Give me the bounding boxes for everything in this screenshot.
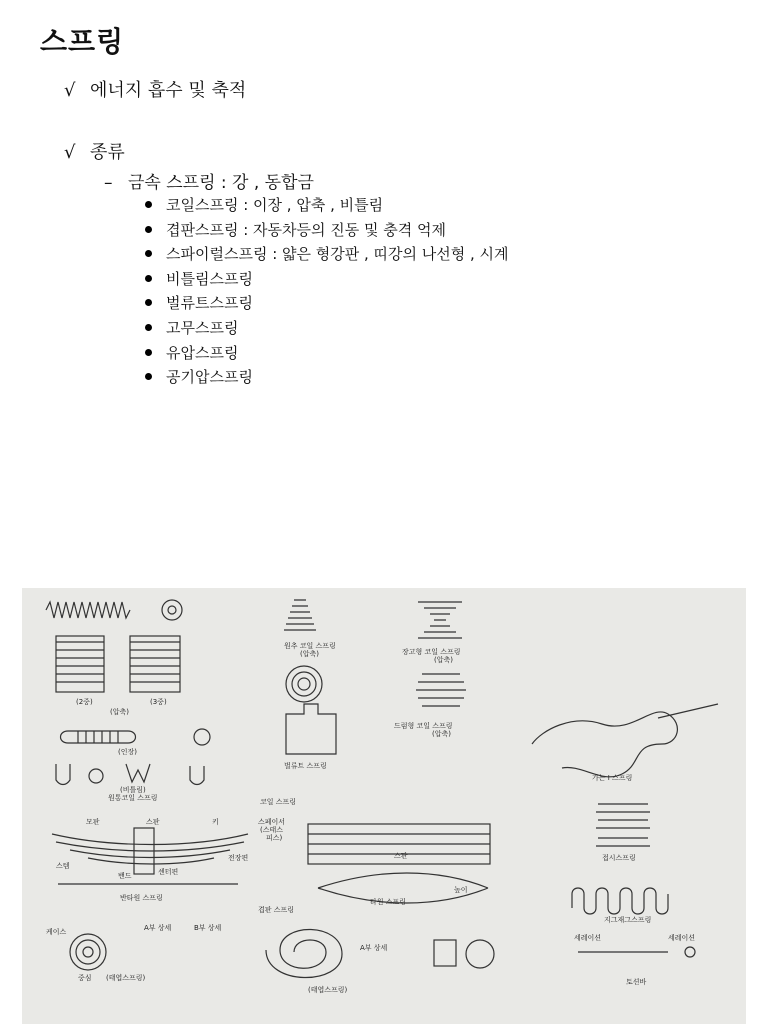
- list-item: 비틀림스프링: [132, 267, 509, 292]
- figure-label: 반타원 스프링: [120, 894, 163, 902]
- list-item: 스파이럴스프링 : 얇은 형강판 , 띠강의 나선형 , 시계: [132, 242, 509, 267]
- check-item-text: 에너지 흡수 및 축적: [90, 80, 247, 101]
- bullet-icon: [145, 250, 152, 257]
- figure-label: 벌류트 스프링: [284, 762, 327, 770]
- list-item: 유압스프링: [132, 341, 509, 366]
- figure-label: (3중): [150, 698, 167, 706]
- bullet-icon: [145, 226, 152, 233]
- page-title: 스프링: [40, 25, 125, 58]
- list-item: 코일스프링 : 이장 , 압축 , 비틀림: [132, 193, 509, 218]
- bullet-icon: [145, 324, 152, 331]
- bullet-icon: [145, 299, 152, 306]
- check-item-types: [64, 138, 125, 164]
- figure-label: 타원 스프링: [370, 898, 407, 906]
- figure-label: 스템: [56, 862, 70, 870]
- figure-label: 전장편: [228, 854, 249, 862]
- list-item: 공기압스프링: [132, 365, 509, 390]
- list-item: 벌류트스프링: [132, 291, 509, 316]
- sub-item-text: 금속 스프링 : 강 , 동합금: [128, 173, 314, 193]
- check-item-text: 종류: [90, 142, 125, 163]
- figure-label: 스판: [394, 852, 408, 860]
- figure-label: 케이스: [46, 928, 67, 936]
- figure-label: 장고형 코일 스프링: [402, 648, 461, 656]
- check-item-energy: [64, 76, 246, 102]
- spring-type-list: [132, 193, 509, 390]
- spring-illustrations: [22, 588, 746, 1024]
- compression-coil-icon: [46, 602, 130, 618]
- figure-label: 밴드: [118, 872, 132, 880]
- figure-label: (압축): [434, 656, 453, 664]
- bullet-icon: [145, 275, 152, 282]
- figure-label: A부 상세: [144, 924, 172, 932]
- list-item: 겹판스프링 : 자동차등의 진동 및 충격 억제: [132, 218, 509, 243]
- figure-label: 원통코일 스프링: [108, 794, 158, 802]
- figure-label: (스태스: [260, 826, 284, 834]
- checkmark-icon: √: [64, 142, 76, 163]
- spring-types-scanned-figure: [22, 588, 746, 1024]
- figure-label: 중심: [78, 974, 92, 982]
- figure-label: 접시스프링: [602, 854, 636, 862]
- figure-label: (압축): [432, 730, 451, 738]
- figure-label: (비틀림): [120, 786, 146, 794]
- figure-label: 원추 코일 스프링: [284, 642, 336, 650]
- figure-label: 스판: [146, 818, 160, 826]
- figure-label: 피스): [266, 834, 283, 842]
- figure-label: 가는 I 스프링: [592, 774, 633, 782]
- sub-item-metal-spring: [104, 168, 314, 193]
- figure-label: 지그재그스프링: [604, 916, 652, 924]
- figure-label: (인장): [118, 748, 137, 756]
- figure-label: 모판: [86, 818, 100, 826]
- checkmark-icon: √: [64, 80, 76, 101]
- bullet-icon: [145, 373, 152, 380]
- figure-label: 센터편: [158, 868, 179, 876]
- dash-icon: –: [104, 173, 113, 193]
- figure-label: (2중): [76, 698, 93, 706]
- figure-label: (태엽스프링): [106, 974, 146, 982]
- figure-label: 세레이션: [574, 934, 602, 942]
- bullet-icon: [145, 201, 152, 208]
- figure-label: 겹판 스프링: [258, 906, 295, 914]
- figure-label: 토션바: [626, 978, 647, 986]
- figure-label: 높이: [454, 886, 468, 894]
- figure-label: 키: [212, 818, 219, 826]
- figure-label: 스페이서: [258, 818, 286, 826]
- figure-label: (태엽스프링): [308, 986, 348, 994]
- figure-label: (압축): [110, 708, 129, 716]
- figure-label: 세레이션: [668, 934, 696, 942]
- figure-label: B부 상세: [194, 924, 222, 932]
- figure-label: 코일 스프링: [260, 798, 297, 806]
- list-item: 고무스프링: [132, 316, 509, 341]
- figure-label: A부 상세: [360, 944, 388, 952]
- bullet-icon: [145, 349, 152, 356]
- figure-labels: [46, 641, 695, 994]
- figure-label: (압축): [300, 650, 319, 658]
- figure-label: 드럼형 코일 스프링: [394, 722, 453, 730]
